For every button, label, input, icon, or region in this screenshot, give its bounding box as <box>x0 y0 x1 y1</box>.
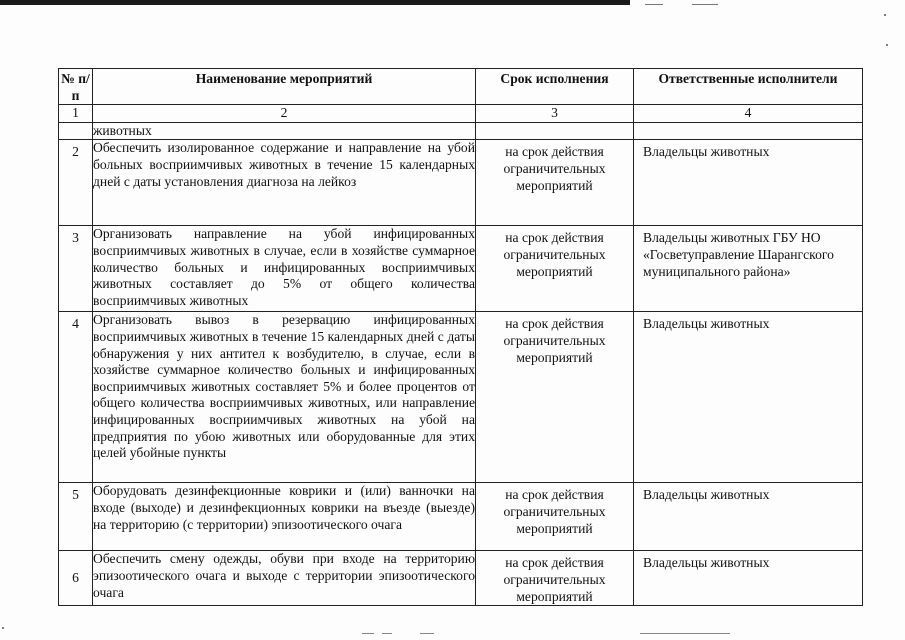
term-text: на срок действия ограничительных мероприятий <box>476 226 634 312</box>
responsible-text: Владельцы животных <box>634 312 863 483</box>
header-num: № п/п <box>59 69 93 105</box>
term-text: на срок действия ограничительных мероприятий <box>476 551 634 606</box>
scan-mark <box>420 633 434 634</box>
row-number: 6 <box>59 551 93 606</box>
scan-speck <box>2 627 4 629</box>
measure-text: Организовать вывоз в резервацию инфицированных восприимчивых животных в течение 15 календарных дней с даты обнаружения у них антител к возбудителю, в случае, если в хозяйстве суммарное количество больных и инфицированных восприимчивых животных составляет 5% и более процентов от общего количества восприимчивых животных, или направление инфицированных восприимчивых животных на убой на предприятия по убою животных или оборудованные для этих целей убойные пункты <box>93 312 476 483</box>
scan-mark <box>645 4 663 5</box>
scan-speck <box>884 14 886 16</box>
row-number: 4 <box>59 312 93 483</box>
measure-text: Организовать направление на убой инфицированных восприимчивых животных в случае, если в хозяйстве суммарное количество больных и инфицированных восприимчивых животных составляет до 5% от общего количества восприимчивых животных <box>93 226 476 312</box>
column-number: 4 <box>634 105 863 123</box>
row-number: 3 <box>59 226 93 312</box>
measure-text: Обеспечить изолированное содержание и направление на убой больных восприимчивых животных в течение 15 календарных дней с даты установления диагноза на лейкоз <box>93 140 476 226</box>
column-number: 1 <box>59 105 93 123</box>
scan-top-border <box>0 0 630 5</box>
header-term: Срок исполнения <box>476 69 634 105</box>
header-name: Наименование мероприятий <box>93 69 476 105</box>
scan-mark <box>362 633 374 634</box>
measures-table <box>58 68 863 606</box>
scan-mark <box>640 633 730 634</box>
term-text: на срок действия ограничительных мероприятий <box>476 140 634 226</box>
table-row <box>59 312 863 483</box>
column-number: 3 <box>476 105 634 123</box>
header-row <box>59 69 863 105</box>
table-row <box>59 483 863 551</box>
scan-mark <box>692 4 718 5</box>
row-number: 5 <box>59 483 93 551</box>
responsible-text: Владельцы животных <box>634 483 863 551</box>
column-number: 2 <box>93 105 476 123</box>
scan-mark <box>382 633 392 634</box>
measure-text: Оборудовать дезинфекционные коврики и (или) ванночки на входе (выходе) и дезинфекционных коврики на въезде (выезде) на территорию (с территории) эпизоотического очага <box>93 483 476 551</box>
term-text: на срок действия ограничительных мероприятий <box>476 312 634 483</box>
responsible-text: Владельцы животных ГБУ НО «Госветуправление Шарангского муниципального района» <box>634 226 863 312</box>
row-number: 2 <box>59 140 93 226</box>
column-number-row <box>59 105 863 123</box>
responsible-text: Владельцы животных <box>634 551 863 606</box>
scan-speck <box>886 44 888 46</box>
table-row <box>59 551 863 606</box>
continuation-text: животных <box>93 122 476 140</box>
table-row <box>59 140 863 226</box>
table-row <box>59 226 863 312</box>
term-text: на срок действия ограничительных мероприятий <box>476 483 634 551</box>
continuation-row <box>59 122 863 140</box>
measure-text: Обеспечить смену одежды, обуви при входе на территорию эпизоотического очага и выходе с территории эпизоотического очага <box>93 551 476 606</box>
header-resp: Ответственные исполнители <box>634 69 863 105</box>
responsible-text: Владельцы животных <box>634 140 863 226</box>
